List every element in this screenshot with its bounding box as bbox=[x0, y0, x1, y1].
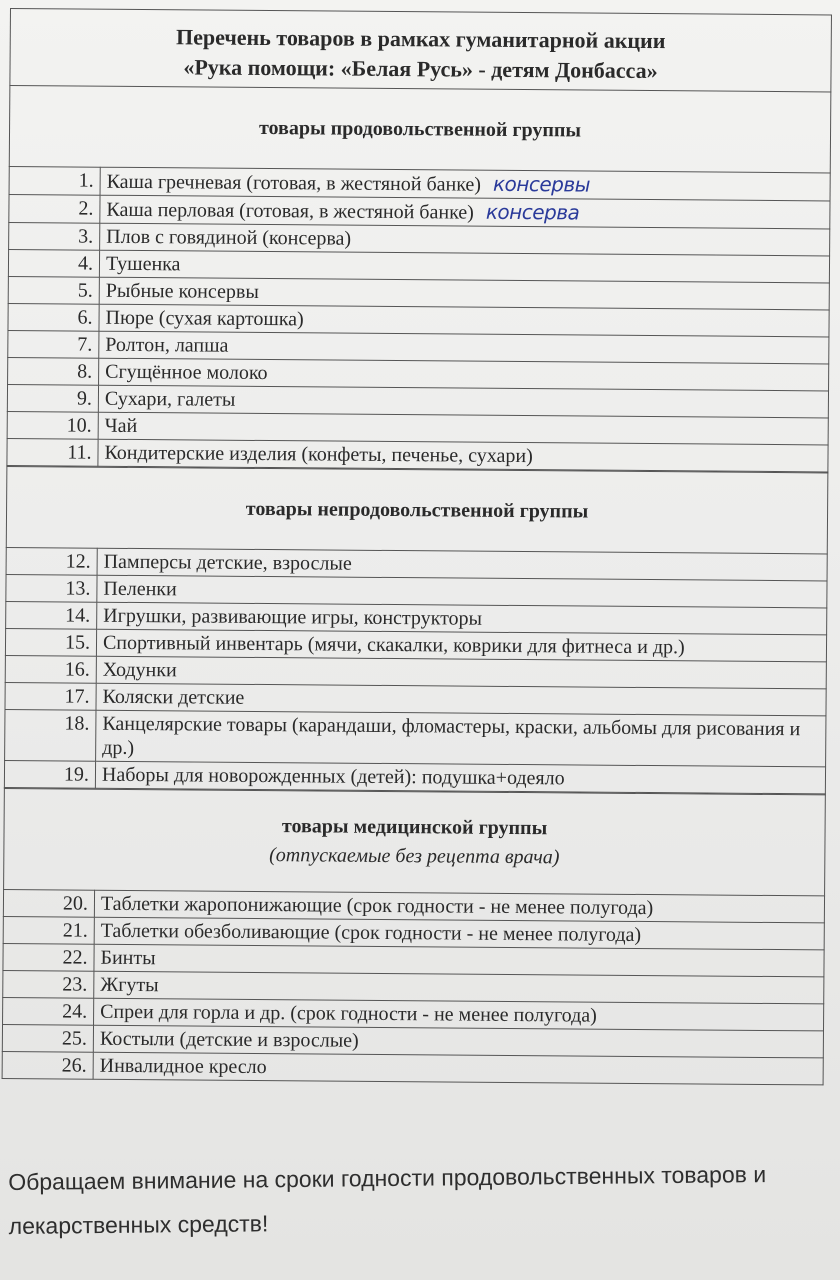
item-number: 17. bbox=[5, 682, 96, 710]
item-name: Каша гречневая (готовая, в жестяной банке) bbox=[106, 170, 482, 196]
section-nonfood-header bbox=[6, 466, 829, 553]
title-line-2: «Рука помощи: «Белая Русь» - детям Донбасса» bbox=[183, 54, 658, 84]
item-number: 26. bbox=[2, 1051, 93, 1079]
item-name: Таблетки обезболивающие (срок годности - не менее полугода) bbox=[100, 919, 642, 946]
item-number: 21. bbox=[3, 916, 94, 944]
item-number: 15. bbox=[5, 628, 96, 656]
item-number: 18. bbox=[5, 709, 96, 761]
section-food-header bbox=[9, 85, 832, 172]
item-number: 5. bbox=[8, 276, 99, 304]
item-number: 8. bbox=[8, 357, 99, 385]
item-name-cell bbox=[96, 710, 826, 767]
item-name: Ходунки bbox=[102, 658, 177, 682]
section-nonfood-title: товары непродовольственной группы bbox=[245, 497, 589, 523]
item-number: 9. bbox=[7, 384, 98, 412]
section-medical-title: товары медицинской группы bbox=[281, 815, 548, 840]
item-name: Плов с говядиной (консерва) bbox=[106, 225, 352, 250]
item-name: Спреи для горла и др. (срок годности - не менее полугода) bbox=[100, 1000, 597, 1027]
item-name: Спортивный инвентарь (мячи, скакалки, коврики для фитнеса и др.) bbox=[102, 631, 685, 659]
item-name: Таблетки жаропонижающие (срок годности - не менее полугода) bbox=[100, 892, 654, 920]
item-number: 4. bbox=[8, 249, 99, 277]
item-number: 1. bbox=[9, 166, 100, 195]
item-name: Коляски детские bbox=[102, 685, 245, 709]
item-number: 13. bbox=[6, 574, 97, 602]
item-number: 12. bbox=[6, 547, 97, 575]
item-number: 23. bbox=[3, 970, 94, 998]
section-medical-header bbox=[3, 788, 826, 895]
item-number: 3. bbox=[9, 222, 100, 250]
item-name: Рыбные консервы bbox=[105, 279, 259, 303]
table-row bbox=[2, 1051, 823, 1084]
nonfood-items-table bbox=[4, 547, 828, 794]
item-name: Каша перловая (готовая, в жестяной банке) bbox=[106, 198, 474, 224]
handwritten-note: консерва bbox=[485, 199, 580, 225]
item-name: Сухари, галеты bbox=[104, 387, 236, 411]
item-name: Костыли (детские и взрослые) bbox=[99, 1027, 359, 1052]
item-number: 19. bbox=[4, 760, 95, 788]
item-number: 7. bbox=[8, 330, 99, 358]
item-number: 2. bbox=[9, 194, 100, 223]
item-name: Сгущённое молоко bbox=[105, 360, 268, 385]
section-medical-subtitle: (отпускаемые без рецепта врача) bbox=[269, 844, 560, 869]
item-name-cell bbox=[93, 1052, 823, 1085]
item-name: Памперсы детские, взрослые bbox=[103, 550, 352, 575]
medical-items-table bbox=[2, 889, 825, 1085]
handwritten-note: консервы bbox=[492, 171, 591, 197]
document-title bbox=[9, 8, 832, 91]
item-number: 10. bbox=[7, 411, 98, 439]
item-name: Пеленки bbox=[103, 577, 177, 601]
item-number: 11. bbox=[7, 438, 98, 466]
title-line-1: Перечень товаров в рамках гуманитарной акции bbox=[175, 24, 666, 54]
item-name: Ролтон, лапша bbox=[105, 333, 229, 357]
item-name: Чай bbox=[104, 414, 138, 438]
item-name: Пюре (сухая картошка) bbox=[105, 306, 304, 331]
item-number: 25. bbox=[2, 1024, 93, 1052]
food-items-table bbox=[6, 166, 830, 472]
footer-note: Обращаем внимание на сроки годности продовольственных товаров и лекарственных средств! bbox=[8, 1161, 767, 1239]
item-number: 24. bbox=[3, 997, 94, 1025]
item-number: 14. bbox=[6, 601, 97, 629]
item-number: 6. bbox=[8, 303, 99, 331]
section-food-title: товары продовольственной группы bbox=[258, 116, 582, 141]
table-row bbox=[5, 709, 826, 766]
item-name: Игрушки, развивающие игры, конструкторы bbox=[103, 604, 483, 630]
item-name: Тушенка bbox=[105, 252, 181, 276]
item-name: Инвалидное кресло bbox=[99, 1054, 267, 1079]
document-sheet bbox=[2, 8, 832, 1085]
item-name: Кондитерские изделия (конфеты, печенье, сухари) bbox=[104, 441, 533, 468]
item-name: Жгуты bbox=[100, 973, 159, 997]
item-number: 22. bbox=[3, 943, 94, 971]
item-number: 16. bbox=[5, 655, 96, 683]
item-name: Бинты bbox=[100, 946, 156, 970]
item-number: 20. bbox=[3, 889, 94, 917]
item-name: Канцелярские товары (карандаши, фломастеры, краски, альбомы для рисования и др.) bbox=[102, 712, 801, 759]
item-name: Наборы для новорожденных (детей): подушка+одеяло bbox=[101, 763, 565, 790]
